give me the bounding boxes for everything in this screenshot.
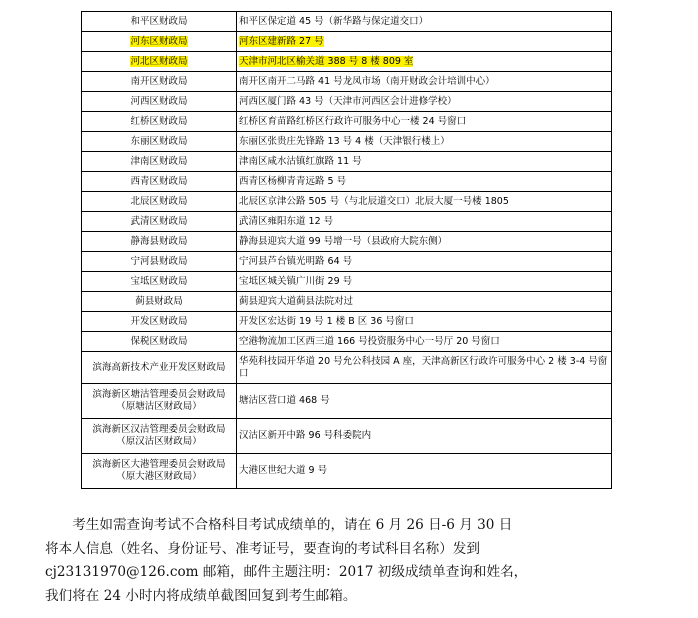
office-address-cell: [237, 352, 612, 384]
table-row: [82, 252, 612, 272]
office-address-cell: [237, 112, 612, 132]
office-address: 东丽区张贵庄先锋路 13 号 4 楼（天津银行楼上）: [239, 135, 450, 147]
notice-line-4: 我们将在 24 小时内将成绩单截图回复到考生邮箱。: [45, 587, 357, 604]
office-address: 红桥区育苗路红桥区行政许可服务中心一楼 24 号窗口: [239, 115, 467, 127]
table-row: [82, 92, 612, 112]
office-name-cell: [82, 172, 237, 192]
office-address: 天津市河北区榆关道 388 号 8 楼 809 室: [239, 55, 414, 67]
office-name-cell: [82, 12, 237, 32]
office-address-cell: [237, 454, 612, 489]
office-address-cell: [237, 419, 612, 454]
office-name-cell: [82, 419, 237, 454]
table-row: [82, 272, 612, 292]
notice-line-1: 考生如需查询考试不合格科目考试成绩单的，请在 6 月 26 日-6 月 30 日: [72, 517, 513, 533]
office-address-cell: [237, 32, 612, 52]
office-address: 静海县迎宾大道 99 号增一号（县政府大院东侧）: [239, 235, 448, 247]
office-address-cell: [237, 152, 612, 172]
office-address: 华苑科技园开华道 20 号允公科技园 A 座，天津高新区行政许可服务中心 2 楼 3-4 号窗口: [239, 355, 608, 379]
office-name: 和平区财政局: [130, 15, 188, 27]
office-name: 河东区财政局: [130, 35, 188, 47]
table-row: [82, 52, 612, 72]
office-name-cell: [82, 384, 237, 419]
table-row: [82, 72, 612, 92]
notice-line-3: cj23131970@126.com 邮箱，邮件主题注明：2017 初级成绩单查询和姓名，: [45, 564, 528, 580]
office-name: 北辰区财政局: [130, 195, 188, 207]
office-address-cell: [237, 132, 612, 152]
office-address: 开发区宏达街 19 号 1 楼 B 区 36 号窗口: [239, 315, 414, 327]
table-row: [82, 384, 612, 419]
office-name: 东丽区财政局: [130, 135, 188, 147]
table-row: [82, 132, 612, 152]
office-name: 宁河县财政局: [130, 255, 188, 267]
office-address-cell: [237, 232, 612, 252]
table-row: [82, 312, 612, 332]
office-name-cell: [82, 52, 237, 72]
office-name: 津南区财政局: [130, 155, 188, 167]
office-name-cell: [82, 32, 237, 52]
office-address: 宝坻区城关镇广川街 29 号: [239, 275, 353, 287]
office-address-cell: [237, 72, 612, 92]
table-row: [82, 419, 612, 454]
office-address-cell: [237, 332, 612, 352]
table-row: [82, 152, 612, 172]
office-name-cell: [82, 112, 237, 132]
office-name: 武清区财政局: [130, 215, 188, 227]
office-name-cell: [82, 272, 237, 292]
table-row: [82, 352, 612, 384]
office-address-cell: [237, 172, 612, 192]
office-name-cell: [82, 312, 237, 332]
table-row: [82, 292, 612, 312]
office-address-cell: [237, 252, 612, 272]
office-address: 武清区雍阳东道 12 号: [239, 215, 334, 227]
table-row: [82, 12, 612, 32]
table-row: [82, 212, 612, 232]
table-row: [82, 232, 612, 252]
office-address-cell: [237, 212, 612, 232]
office-name: 滨海新区汉沽管理委员会财政局（原汉沽区财政局）: [92, 424, 226, 447]
office-name-cell: [82, 292, 237, 312]
office-name: 保税区财政局: [130, 335, 188, 347]
office-address: 大港区世纪大道 9 号: [239, 465, 328, 476]
table-row: [82, 454, 612, 489]
office-name: 宝坻区财政局: [130, 275, 188, 287]
office-address-cell: [237, 312, 612, 332]
office-name-cell: [82, 454, 237, 489]
table-row: [82, 172, 612, 192]
notice-line-2: 将本人信息（姓名、身份证号、准考证号，要查询的考试科目名称）发到: [45, 540, 480, 557]
office-name: 南开区财政局: [130, 75, 188, 87]
office-address-cell: [237, 52, 612, 72]
office-name-cell: [82, 72, 237, 92]
notice-paragraph: [45, 514, 665, 608]
office-address: 蓟县迎宾大道蓟县法院对过: [239, 295, 354, 307]
office-address: 汉沽区新开中路 96 号科委院内: [239, 430, 372, 441]
office-name: 静海县财政局: [130, 235, 188, 247]
office-name: 红桥区财政局: [130, 115, 188, 127]
office-address-cell: [237, 292, 612, 312]
office-name-cell: [82, 152, 237, 172]
office-address: 塘沽区营口道 468 号: [239, 395, 330, 406]
office-name: 滨海新区大港管理委员会财政局（原大港区财政局）: [92, 459, 226, 482]
table-row: [82, 32, 612, 52]
office-name-cell: [82, 332, 237, 352]
office-address: 津南区咸水沽镇红旗路 11 号: [239, 155, 362, 167]
office-name-cell: [82, 192, 237, 212]
office-address: 南开区南开二马路 41 号龙凤市场（南开财政会计培训中心）: [239, 75, 495, 87]
office-address-cell: [237, 272, 612, 292]
office-address: 河西区厦门路 43 号（天津市河西区会计进修学校）: [239, 95, 457, 107]
office-address-cell: [237, 12, 612, 32]
office-address-cell: [237, 92, 612, 112]
office-address: 宁河县芦台镇光明路 64 号: [239, 255, 353, 267]
finance-office-table: [81, 11, 612, 489]
office-address: 河东区建新路 27 号: [239, 35, 324, 47]
office-address-cell: [237, 384, 612, 419]
office-name: 滨海高新技术产业开发区财政局: [92, 361, 226, 373]
office-name-cell: [82, 92, 237, 112]
office-address: 西青区杨柳青青远路 5 号: [239, 175, 347, 187]
office-name: 河西区财政局: [130, 95, 188, 107]
office-address: 和平区保定道 45 号（新华路与保定道交口）: [239, 15, 429, 27]
office-name: 西青区财政局: [130, 175, 188, 187]
office-name: 滨海新区塘沽管理委员会财政局（原塘沽区财政局）: [92, 389, 226, 412]
office-name-cell: [82, 232, 237, 252]
office-name: 开发区财政局: [130, 315, 188, 327]
table-body: [82, 12, 612, 489]
table-row: [82, 112, 612, 132]
table-row: [82, 332, 612, 352]
table-row: [82, 192, 612, 212]
office-name-cell: [82, 132, 237, 152]
office-name-cell: [82, 352, 237, 384]
office-address-cell: [237, 192, 612, 212]
office-address: 北辰区京津公路 505 号（与北辰道交口）北辰大厦一号楼 1805: [239, 195, 509, 207]
office-name: 河北区财政局: [130, 55, 188, 67]
office-name-cell: [82, 252, 237, 272]
office-name: 蓟县财政局: [135, 295, 183, 307]
office-address: 空港物流加工区西三道 166 号投资服务中心一号厅 20 号窗口: [239, 335, 500, 347]
office-name-cell: [82, 212, 237, 232]
